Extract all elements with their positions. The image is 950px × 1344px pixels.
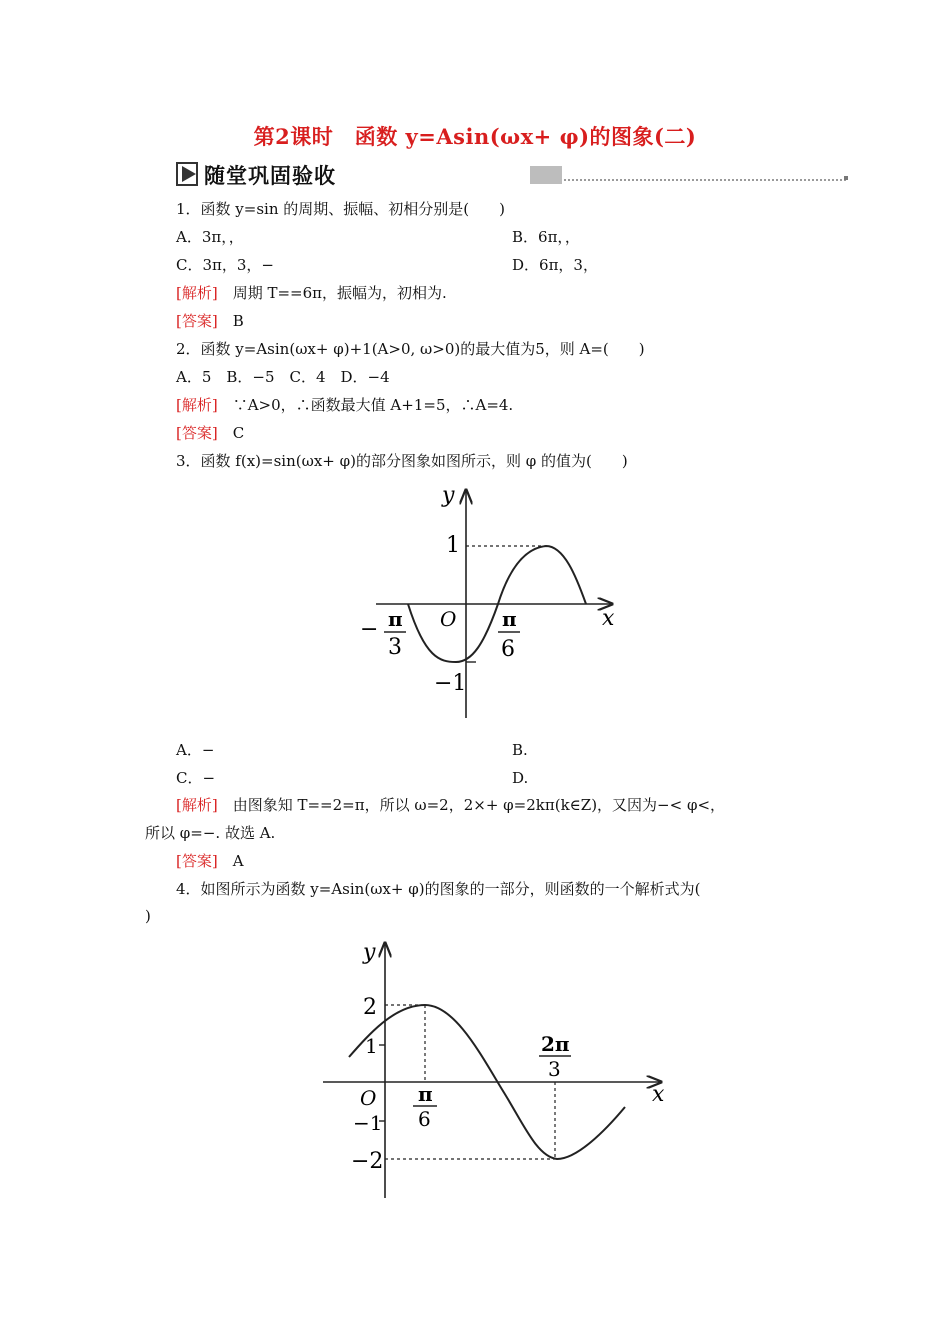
q3-analysis	[176, 795, 725, 815]
q2-answer	[176, 423, 244, 443]
analysis-text: ∵A>0，∴函数最大值 A+1=5，∴A=4.	[217, 396, 514, 414]
tick-label-minus-2: −2	[351, 1149, 384, 1174]
q1-answer	[176, 311, 244, 331]
y-axis-label: y	[442, 483, 455, 508]
section-divider-end	[844, 176, 848, 180]
tick-label-minus-1: −1	[434, 671, 467, 696]
section-label: 随堂巩固验收	[204, 164, 336, 188]
q3-analysis-line2: 所以 φ=−. 故选 A.	[145, 824, 276, 842]
tick-label-2: 2	[363, 995, 377, 1020]
section-bar-fill	[530, 166, 562, 184]
pi-over-6-denominator: 6	[501, 637, 515, 662]
y-axis-label: y	[363, 940, 376, 965]
q1-option-a: A．3π，，	[176, 228, 244, 246]
q3-answer	[176, 851, 244, 871]
analysis-text: 由图象知 T==2=π，所以 ω=2，2×+ φ=2kπ(k∈Z)，又因为−< φ<，	[217, 796, 726, 814]
q3-option-c: C．−	[176, 769, 216, 787]
q3-option-d: D.	[512, 769, 529, 787]
q4-stem: 4．如图所示为函数 y=Asin(ωx+ φ)的图象的一部分，则函数的一个解析式为(	[176, 880, 701, 898]
answer-tag: [答案]	[176, 424, 218, 442]
analysis-tag: [解析]	[176, 284, 218, 302]
section-divider	[564, 179, 846, 181]
answer-text: C	[217, 424, 245, 442]
section-header	[176, 160, 848, 188]
play-arrow-icon	[176, 162, 200, 186]
q1-option-b: B．6π，，	[512, 228, 580, 246]
tick-label-1: 1	[365, 1034, 378, 1058]
q3-graph	[350, 480, 630, 725]
origin-label: O	[360, 1086, 377, 1110]
pi-over-3-numerator: π	[388, 607, 403, 631]
q3-stem: 3．函数 f(x)=sin(ωx+ φ)的部分图象如图所示，则 φ 的值为( )	[176, 452, 628, 470]
answer-tag: [答案]	[176, 312, 218, 330]
x-axis-label: x	[602, 606, 615, 631]
tick-label-1: 1	[446, 533, 460, 558]
q1-analysis	[176, 283, 447, 303]
answer-tag: [答案]	[176, 852, 218, 870]
analysis-tag: [解析]	[176, 796, 218, 814]
neg-sign: −	[360, 617, 379, 642]
q2-options: A．5 B．−5 C．4 D．−4	[176, 368, 390, 386]
analysis-text: 周期 T==6π，振幅为，初相为.	[217, 284, 447, 302]
analysis-tag: [解析]	[176, 396, 218, 414]
q3-option-a: A．−	[176, 741, 215, 759]
x-axis-label: x	[652, 1082, 665, 1107]
pi-over-6-denominator: 6	[418, 1107, 431, 1131]
q4-stem-line2: )	[145, 907, 151, 925]
pi-over-3-denominator: 3	[388, 635, 402, 660]
answer-text: A	[217, 852, 244, 870]
pi-over-6-numerator: π	[502, 607, 517, 631]
q1-option-d: D．6π，3，	[512, 256, 598, 274]
q4-graph	[315, 935, 675, 1205]
pi-over-6-numerator: π	[418, 1082, 433, 1106]
q3-option-b: B.	[512, 741, 528, 759]
origin-label: O	[440, 607, 457, 631]
page-title: 第2课时 函数 y=Asin(ωx+ φ)的图象(二)	[253, 124, 697, 149]
q2-analysis	[176, 395, 513, 415]
q2-stem: 2．函数 y=Asin(ωx+ φ)+1(A>0, ω>0)的最大值为5，则 A=( )	[176, 340, 645, 358]
tick-label-minus-1: −1	[353, 1111, 383, 1135]
q1-option-c: C．3π，3，−	[176, 256, 274, 274]
two-pi-over-3-numerator: 2π	[541, 1032, 570, 1056]
two-pi-over-3-denominator: 3	[548, 1057, 561, 1081]
answer-text: B	[217, 312, 244, 330]
q1-stem: 1．函数 y=sin 的周期、振幅、初相分别是( )	[176, 200, 505, 218]
